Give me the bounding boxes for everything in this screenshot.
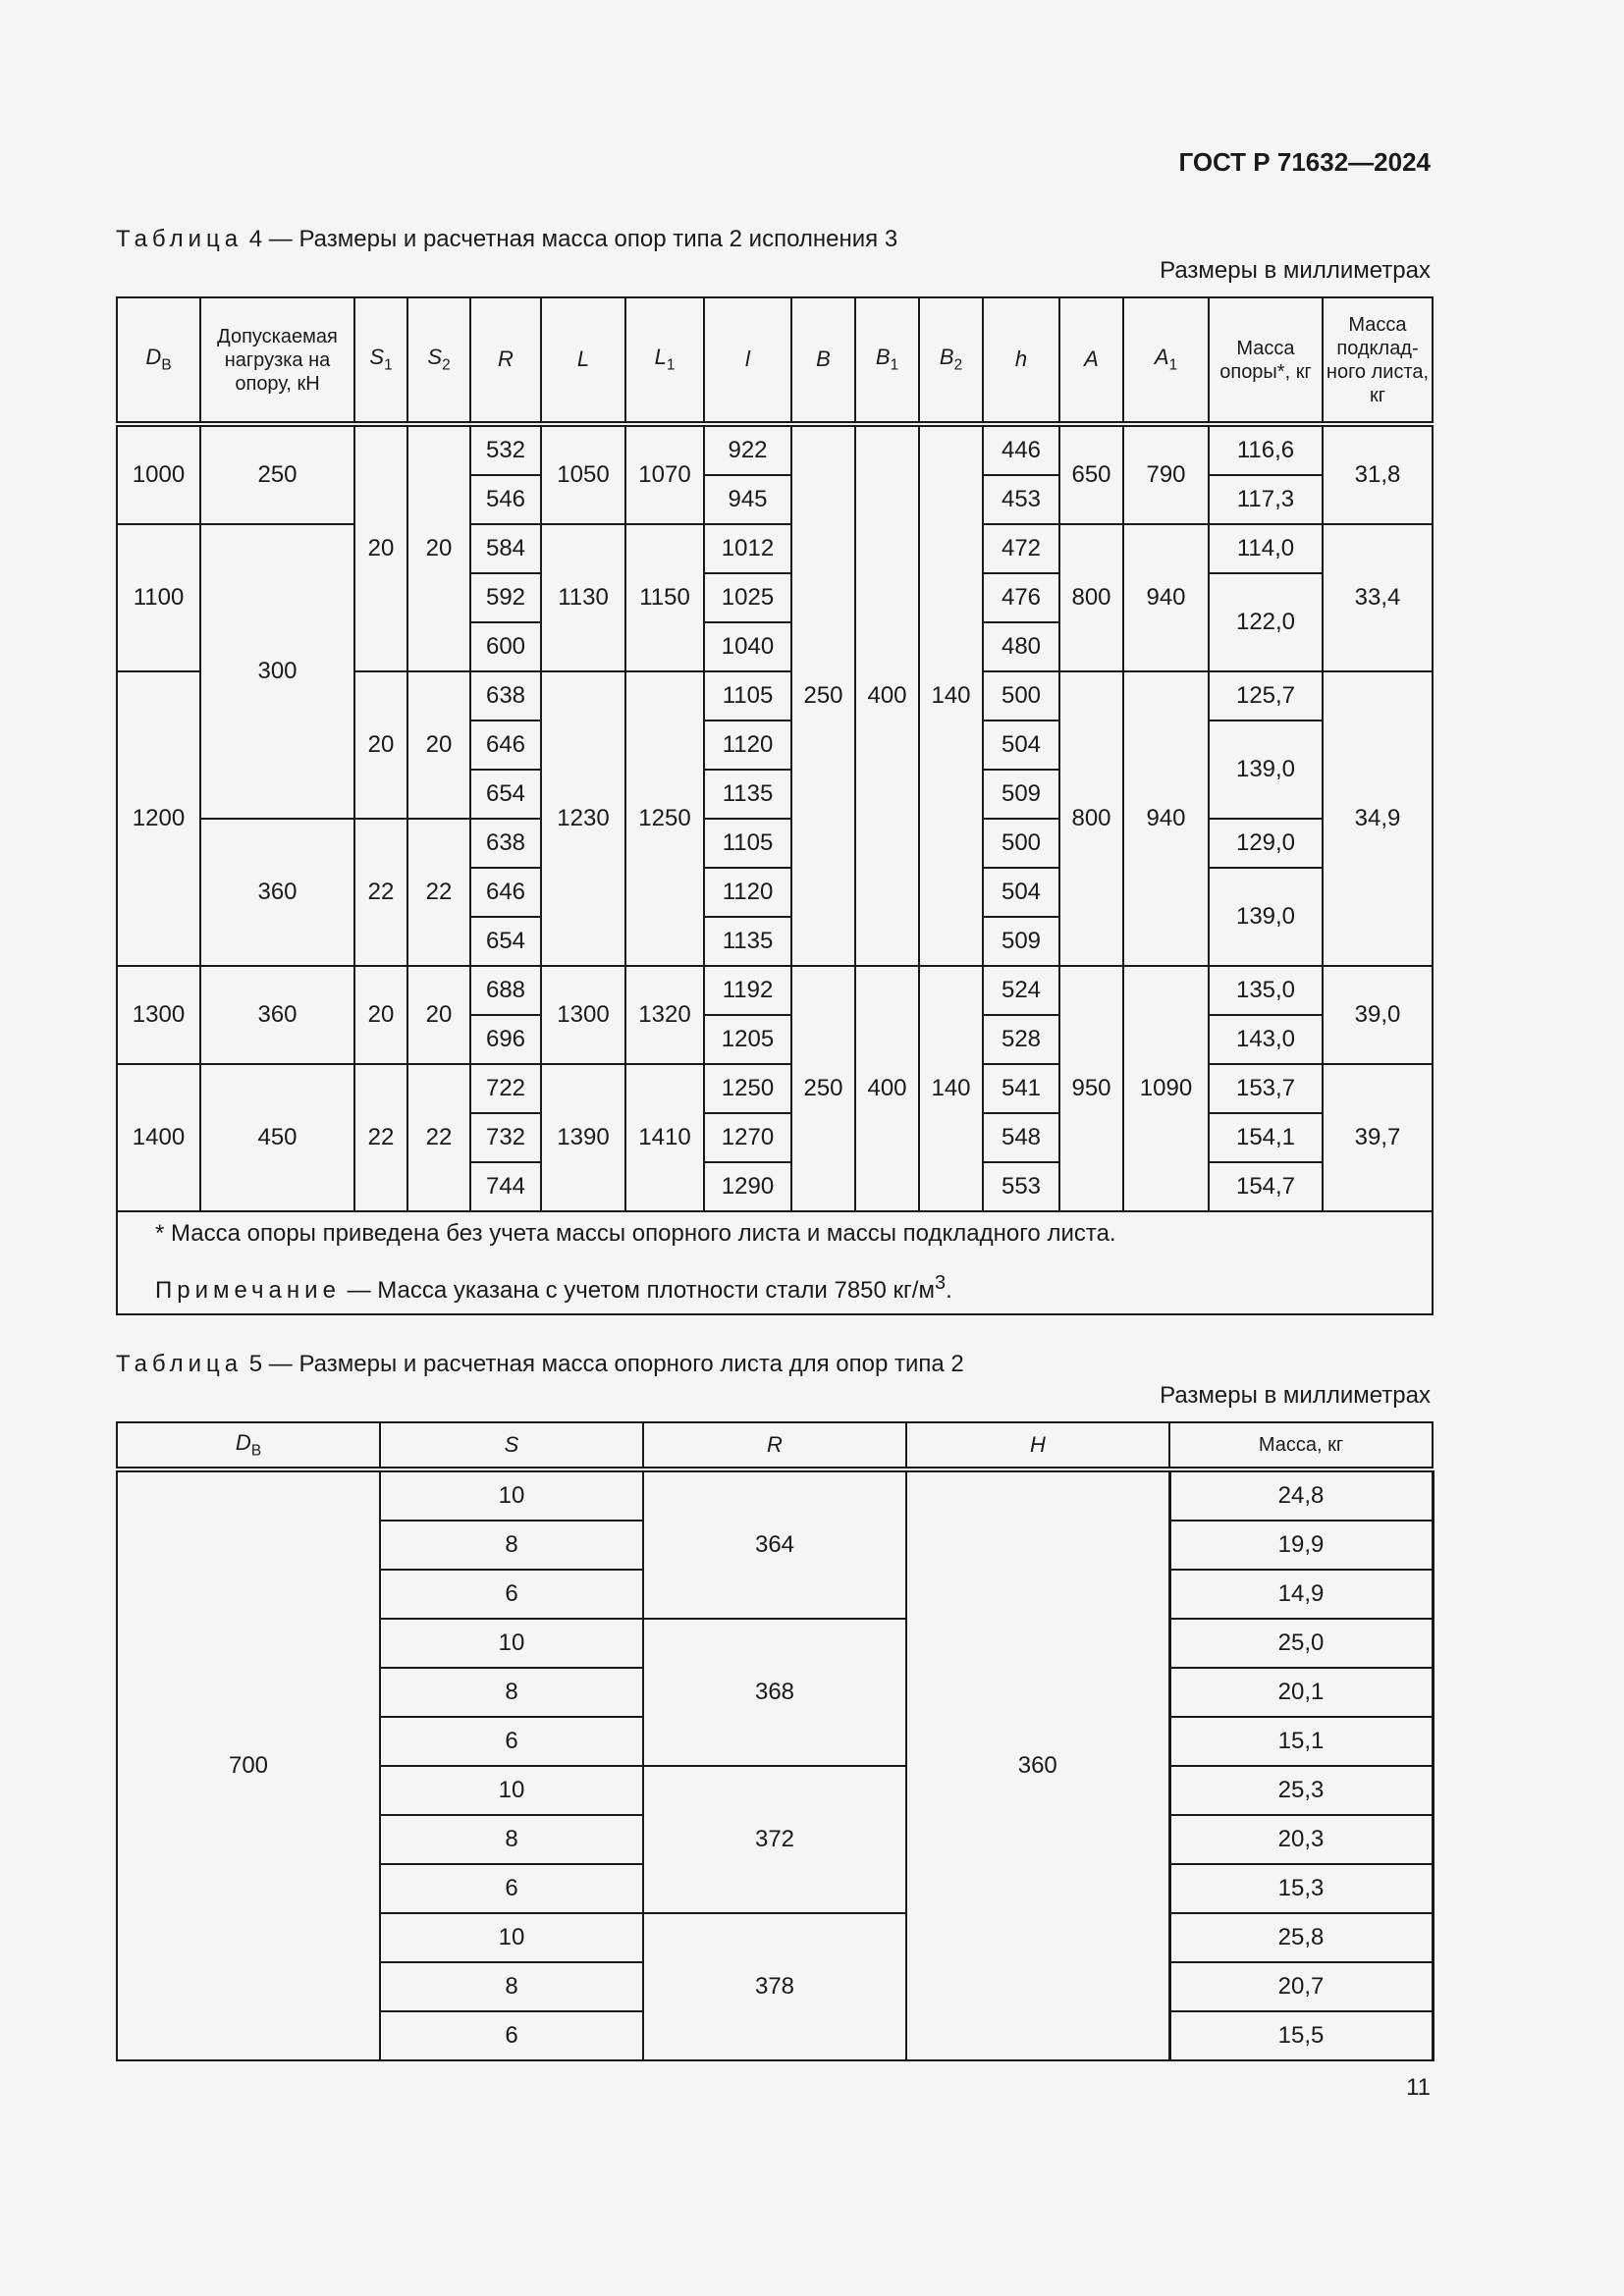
cell-h: 500: [983, 671, 1059, 721]
table-row: [117, 426, 1433, 475]
cell-h: 453: [983, 475, 1059, 524]
cell-s2: 20: [407, 426, 470, 671]
cell-mass-support: 122,0: [1209, 573, 1323, 671]
cell-s1: 20: [354, 426, 407, 671]
cell-r: 638: [470, 671, 541, 721]
header-b1: $B_1$: [855, 297, 919, 422]
cell-r: 696: [470, 1015, 541, 1064]
cell-load: 360: [200, 819, 354, 966]
cell-a1: 1090: [1123, 966, 1209, 1211]
cell-h: 504: [983, 868, 1059, 917]
cell-h: 446: [983, 426, 1059, 475]
cell-l: 945: [704, 475, 791, 524]
cell-s: 10: [380, 1471, 643, 1521]
cell-l: 1025: [704, 573, 791, 622]
cell-mass-pad: 31,8: [1323, 426, 1433, 524]
table4-title-label: Таблица: [116, 226, 244, 252]
cell-l: 1250: [704, 1064, 791, 1113]
cell-r: 368: [643, 1619, 906, 1766]
cell-load: 360: [200, 966, 354, 1064]
cell-mass-support: 116,6: [1209, 426, 1323, 475]
cell-s: 8: [380, 1815, 643, 1864]
cell-r: 646: [470, 721, 541, 770]
cell-l: 1105: [704, 671, 791, 721]
cell-mass: 15,1: [1169, 1717, 1433, 1766]
header-a: A: [1059, 297, 1123, 422]
cell-l-cap: 1050: [541, 426, 625, 524]
cell-s: 8: [380, 1668, 643, 1717]
note-label: Примечание: [155, 1277, 341, 1305]
note-end: .: [946, 1277, 952, 1305]
cell-r: 592: [470, 573, 541, 622]
header-l1: $L_1$: [625, 297, 704, 422]
cell-s: 6: [380, 2011, 643, 2060]
cell-mass-support: 139,0: [1209, 721, 1323, 819]
header-r: R: [643, 1422, 906, 1468]
table5-header-row: [117, 1422, 1433, 1468]
cell-s: 6: [380, 1570, 643, 1619]
header-s: S: [380, 1422, 643, 1468]
header-h: h: [983, 297, 1059, 422]
cell-r: 646: [470, 868, 541, 917]
header-h: H: [906, 1422, 1169, 1468]
table-row: [117, 1064, 1433, 1113]
header-load: Допускаемая нагрузка на опору, кН: [200, 297, 354, 422]
cell-mass: 24,8: [1169, 1471, 1433, 1521]
cell-mass-support: 154,1: [1209, 1113, 1323, 1162]
cell-mass-support: 153,7: [1209, 1064, 1323, 1113]
cell-db: 1400: [117, 1064, 200, 1211]
cell-b1: 400: [855, 966, 919, 1211]
cell-mass: 20,1: [1169, 1668, 1433, 1717]
cell-l: 1290: [704, 1162, 791, 1211]
header-a1: $A_1$: [1123, 297, 1209, 422]
cell-l: 1135: [704, 917, 791, 966]
cell-db: 1000: [117, 426, 200, 524]
cell-s: 10: [380, 1766, 643, 1815]
cell-l: 1135: [704, 770, 791, 819]
cell-s1: 20: [354, 671, 407, 819]
cell-l1: 1070: [625, 426, 704, 524]
header-r: R: [470, 297, 541, 422]
cell-db: 1100: [117, 524, 200, 671]
cell-r: 532: [470, 426, 541, 475]
cell-s: 10: [380, 1619, 643, 1668]
cell-mass: 25,0: [1169, 1619, 1433, 1668]
cell-l1: 1150: [625, 524, 704, 671]
header-mass-support: Масса опоры*, кг: [1209, 297, 1323, 422]
cell-h: 524: [983, 966, 1059, 1015]
cell-s1: 22: [354, 1064, 407, 1211]
cell-mass: 15,5: [1169, 2011, 1433, 2060]
cell-a: 800: [1059, 524, 1123, 671]
cell-b2: 140: [919, 966, 983, 1211]
cell-r: 364: [643, 1471, 906, 1619]
cell-h: 472: [983, 524, 1059, 573]
cell-a: 800: [1059, 671, 1123, 966]
header-b2: $B_2$: [919, 297, 983, 422]
table4-notes: [117, 1211, 1433, 1314]
cell-a: 650: [1059, 426, 1123, 524]
cell-mass-support: 143,0: [1209, 1015, 1323, 1064]
cell-load: 450: [200, 1064, 354, 1211]
header-l-cap: L: [541, 297, 625, 422]
table5-units: Размеры в миллиметрах: [1160, 1382, 1431, 1409]
cell-s: 8: [380, 1962, 643, 2011]
cell-h: 480: [983, 622, 1059, 671]
cell-r: 732: [470, 1113, 541, 1162]
cell-mass: 14,9: [1169, 1570, 1433, 1619]
page-number: 11: [1406, 2074, 1431, 2101]
cell-h: 528: [983, 1015, 1059, 1064]
cell-l1: 1410: [625, 1064, 704, 1211]
table4-units: Размеры в миллиметрах: [1160, 257, 1431, 284]
cell-s2: 22: [407, 819, 470, 966]
cell-mass: 19,9: [1169, 1521, 1433, 1570]
cell-s1: 22: [354, 819, 407, 966]
table5-title: [116, 1351, 964, 1378]
cell-l: 1270: [704, 1113, 791, 1162]
cell-h: 500: [983, 819, 1059, 868]
cell-db: 700: [117, 1471, 380, 2060]
table-row: [117, 819, 1433, 868]
cell-l: 1205: [704, 1015, 791, 1064]
cell-l: 1105: [704, 819, 791, 868]
cell-mass-pad: 34,9: [1323, 671, 1433, 966]
cell-l: 1192: [704, 966, 791, 1015]
cell-l: 1120: [704, 868, 791, 917]
cell-r: 744: [470, 1162, 541, 1211]
cell-b1: 400: [855, 426, 919, 966]
table4: [116, 296, 1434, 1315]
cell-mass-support: 154,7: [1209, 1162, 1323, 1211]
cell-a1: 790: [1123, 426, 1209, 524]
table5-title-text: 5 — Размеры и расчетная масса опорного листа для опор типа 2: [248, 1351, 964, 1377]
cell-mass-support: 129,0: [1209, 819, 1323, 868]
cell-mass-support: 117,3: [1209, 475, 1323, 524]
cell-mass: 25,8: [1169, 1913, 1433, 1962]
cell-db: 1300: [117, 966, 200, 1064]
header-b: B: [791, 297, 855, 422]
cell-r: 546: [470, 475, 541, 524]
table5: [116, 1421, 1435, 2061]
cell-a: 950: [1059, 966, 1123, 1211]
cell-l-cap: 1130: [541, 524, 625, 671]
cell-mass: 15,3: [1169, 1864, 1433, 1913]
cell-mass-support: 125,7: [1209, 671, 1323, 721]
cell-load: 250: [200, 426, 354, 524]
cell-h: 509: [983, 770, 1059, 819]
cell-mass: 20,7: [1169, 1962, 1433, 2011]
cell-r: 378: [643, 1913, 906, 2060]
cell-r: 600: [470, 622, 541, 671]
cell-l1: 1320: [625, 966, 704, 1064]
cell-s: 6: [380, 1864, 643, 1913]
cell-h: 504: [983, 721, 1059, 770]
cell-h: 360: [906, 1471, 1169, 2060]
cell-l-cap: 1300: [541, 966, 625, 1064]
cell-h: 509: [983, 917, 1059, 966]
cell-mass-support: 139,0: [1209, 868, 1323, 966]
cell-a1: 940: [1123, 524, 1209, 671]
header-l-small: l: [704, 297, 791, 422]
note: [155, 1270, 1432, 1306]
table-row: [117, 966, 1433, 1015]
cell-mass-pad: 39,7: [1323, 1064, 1433, 1211]
table4-title-text: 4 — Размеры и расчетная масса опор типа 2 исполнения 3: [248, 226, 898, 252]
cell-db: 1200: [117, 671, 200, 966]
cell-s: 6: [380, 1717, 643, 1766]
note-text: — Масса указана с учетом плотности стали 7850 кг/м: [340, 1277, 935, 1305]
cell-mass-support: 135,0: [1209, 966, 1323, 1015]
table-row: [117, 1471, 1433, 1521]
cell-s: 10: [380, 1913, 643, 1962]
cell-mass: 20,3: [1169, 1815, 1433, 1864]
table4-title: [116, 226, 897, 253]
cell-r: 372: [643, 1766, 906, 1913]
cell-s2: 20: [407, 966, 470, 1064]
cell-r: 688: [470, 966, 541, 1015]
header-s1: $S_1$: [354, 297, 407, 422]
note-sup: 3: [934, 1272, 947, 1295]
footnote: * Масса опоры приведена без учета массы опорного листа и массы подкладного листа.: [155, 1220, 1116, 1247]
cell-l: 922: [704, 426, 791, 475]
header-mass-pad: Масса подклад-ного листа, кг: [1323, 297, 1433, 422]
cell-b: 250: [791, 426, 855, 966]
document-code: ГОСТ Р 71632—2024: [1178, 147, 1431, 177]
cell-l-cap: 1390: [541, 1064, 625, 1211]
cell-s2: 22: [407, 1064, 470, 1211]
table-row: [117, 524, 1433, 573]
cell-l: 1012: [704, 524, 791, 573]
cell-mass-support: 114,0: [1209, 524, 1323, 573]
cell-l1: 1250: [625, 671, 704, 966]
table5-title-label: Таблица: [116, 1351, 244, 1377]
header-s2: $S_2$: [407, 297, 470, 422]
cell-s2: 20: [407, 671, 470, 819]
cell-b: 250: [791, 966, 855, 1211]
cell-mass-pad: 39,0: [1323, 966, 1433, 1064]
cell-load: 300: [200, 524, 354, 819]
cell-h: 476: [983, 573, 1059, 622]
header-mass: Масса, кг: [1169, 1422, 1433, 1468]
cell-r: 638: [470, 819, 541, 868]
header-db: $D_В$: [117, 1422, 380, 1468]
table4-header-row: [117, 297, 1433, 422]
cell-mass-pad: 33,4: [1323, 524, 1433, 671]
cell-l: 1040: [704, 622, 791, 671]
cell-mass: 25,3: [1169, 1766, 1433, 1815]
cell-s1: 20: [354, 966, 407, 1064]
cell-s: 8: [380, 1521, 643, 1570]
cell-b2: 140: [919, 426, 983, 966]
cell-l: 1120: [704, 721, 791, 770]
header-db: $D_В$: [117, 297, 200, 422]
cell-l-cap: 1230: [541, 671, 625, 966]
cell-r: 584: [470, 524, 541, 573]
cell-r: 722: [470, 1064, 541, 1113]
cell-r: 654: [470, 770, 541, 819]
cell-r: 654: [470, 917, 541, 966]
cell-h: 541: [983, 1064, 1059, 1113]
cell-h: 548: [983, 1113, 1059, 1162]
cell-a1: 940: [1123, 671, 1209, 966]
cell-h: 553: [983, 1162, 1059, 1211]
